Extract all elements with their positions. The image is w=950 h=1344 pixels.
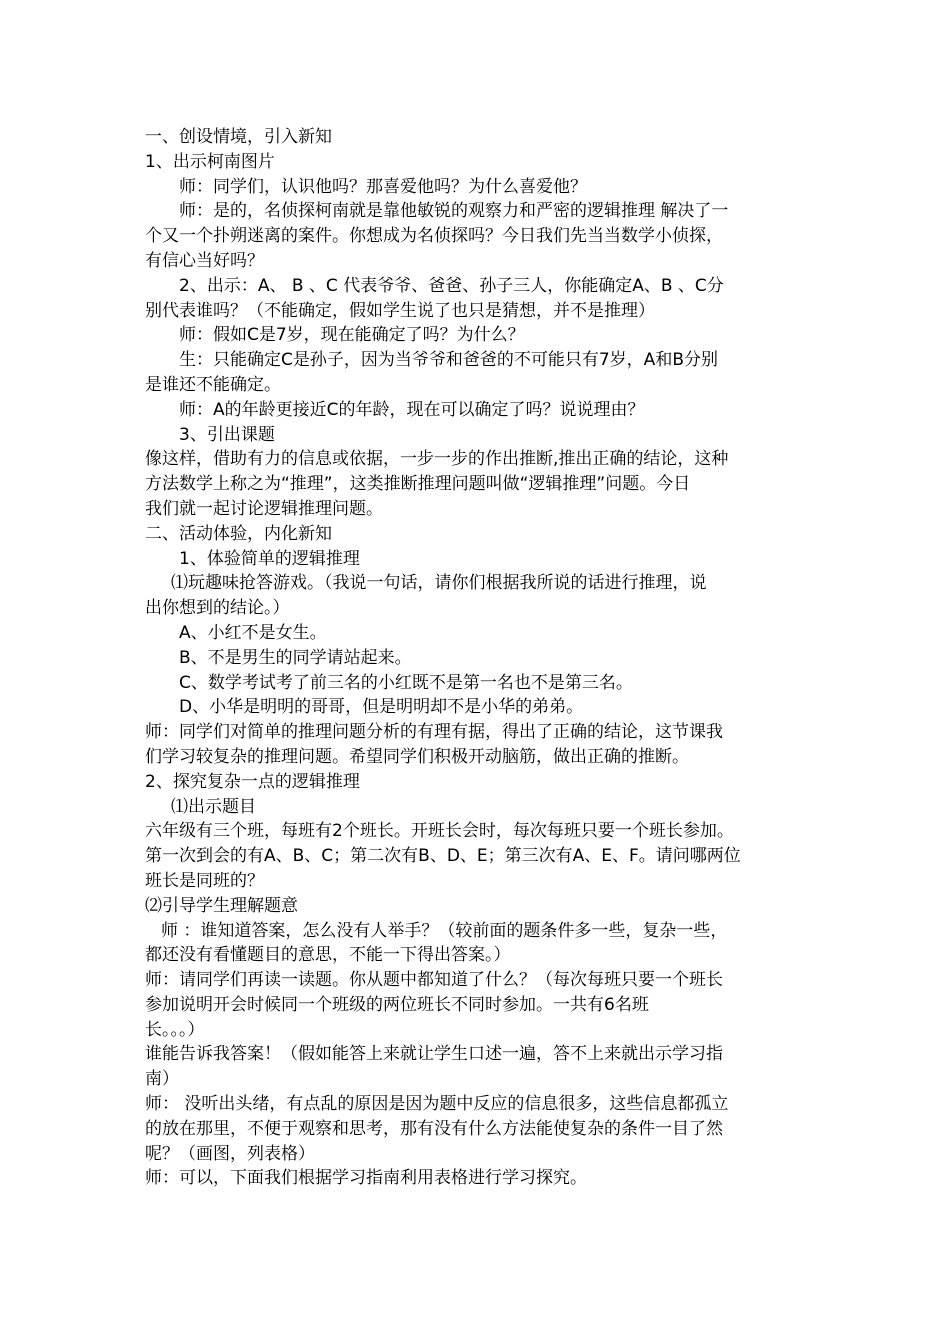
text-line: 出你想到的结论。） <box>145 598 290 619</box>
text-line: 谁能告诉我答案！（假如能答上来就让学生口述一遍，答不上来就出示学习指 <box>145 1044 723 1065</box>
text-line: 3、引出课题 <box>179 424 275 445</box>
text-line: 长。。。） <box>145 1019 205 1040</box>
text-line: B、不是男生的同学请站起来。 <box>179 647 412 668</box>
text-line: 2、出示：A、 B 、C 代表爷爷、爸爸、孙子三人，你能确定A、B 、C分 <box>179 275 724 296</box>
text-line: ⑴玩趣味抢答游戏。（我说一句话，请你们根据我所说的话进行推理，说 <box>171 573 707 594</box>
text-line: 师： 没听出头绪，有点乱的原因是因为题中反应的信息很多，这些信息都孤立 <box>145 1094 729 1115</box>
document-body <box>145 125 810 1191</box>
text-line: 师 ：谁知道答案，怎么没有人举手？（较前面的题条件多一些，复杂一些， <box>161 920 728 941</box>
text-line: 师：同学们，认识他吗？那喜爱他吗？为什么喜爱他？ <box>179 176 587 197</box>
text-line: 师：同学们对简单的推理问题分析的有理有据，得出了正确的结论，这节课我 <box>145 722 723 743</box>
text-line: A、小红不是女生。 <box>179 622 327 643</box>
text-line: 师：请同学们再读一读题。你从题中都知道了什么？（每次每班只要一个班长 <box>145 970 723 991</box>
text-line: D、小华是明明的哥哥，但是明明却不是小华的弟弟。 <box>179 697 584 718</box>
text-line: 呢？（画图，列表格） <box>145 1143 315 1164</box>
text-line: 南） <box>145 1069 179 1090</box>
text-line: 一、创设情境，引入新知 <box>145 127 332 147</box>
text-line: C、数学考试考了前三名的小红既不是第一名也不是第三名。 <box>179 672 633 693</box>
text-line: 别代表谁吗？（不能确定，假如学生说了也只是猜想，并不是推理） <box>145 300 655 321</box>
text-line: 参加说明开会时候同一个班级的两位班长不同时参加。一共有6名班 <box>145 994 649 1015</box>
text-line: 我们就一起讨论逻辑推理问题。 <box>145 498 383 519</box>
text-line: 二、活动体验，内化新知 <box>145 523 332 544</box>
text-line: 第一次到会的有A、B、C；第二次有B、D、E；第三次有A、E、F。请问哪两位 <box>145 846 741 867</box>
text-line: 像这样，借助有力的信息或依据，一步一步的作出推断,推出正确的结论，这种 <box>145 449 729 470</box>
text-line: 有信心当好吗？ <box>145 250 264 271</box>
text-line: ⑴出示题目 <box>171 796 256 817</box>
text-line: 1、体验简单的逻辑推理 <box>179 548 360 569</box>
text-line: 的放在那里，不便于观察和思考，那有没有什么方法能使复杂的条件一目了然 <box>145 1118 723 1139</box>
text-line: 方法数学上称之为“推理”，这类推断推理问题叫做“逻辑推理”问题。今日 <box>145 474 691 495</box>
text-line: 师：是的，名侦探柯南就是靠他敏锐的观察力和严密的逻辑推理 解决了一 <box>179 201 729 222</box>
text-line: 生：只能确定C是孙子，因为当爷爷和爸爸的不可能只有7岁，A和B分别 <box>179 350 718 371</box>
text-line: 六年级有三个班，每班有2个班长。开班长会时，每次每班只要一个班长参加。 <box>145 821 734 842</box>
text-line: 都还没有看懂题目的意思，不能一下得出答案。） <box>145 945 511 966</box>
text-line: 是谁还不能确定。 <box>145 374 281 395</box>
text-line: 师：A的年龄更接近C的年龄，现在可以确定了吗？说说理由？ <box>179 399 645 420</box>
text-line: 们学习较复杂的推理问题。希望同学们积极开动脑筋，做出正确的推断。 <box>145 746 689 767</box>
text-line: 师：假如C是7岁，现在能确定了吗？为什么？ <box>179 325 525 346</box>
text-line: ⑵引导学生理解题意 <box>145 895 298 916</box>
text-line: 2、探究复杂一点的逻辑推理 <box>145 771 360 792</box>
text-line: 师：可以，下面我们根据学习指南利用表格进行学习探究。 <box>145 1168 587 1189</box>
text-line: 班长是同班的？ <box>145 870 264 891</box>
text-line: 个又一个扑朔迷离的案件。你想成为名侦探吗？今日我们先当当数学小侦探， <box>145 226 723 247</box>
text-line: 1、出示柯南图片 <box>145 151 275 172</box>
